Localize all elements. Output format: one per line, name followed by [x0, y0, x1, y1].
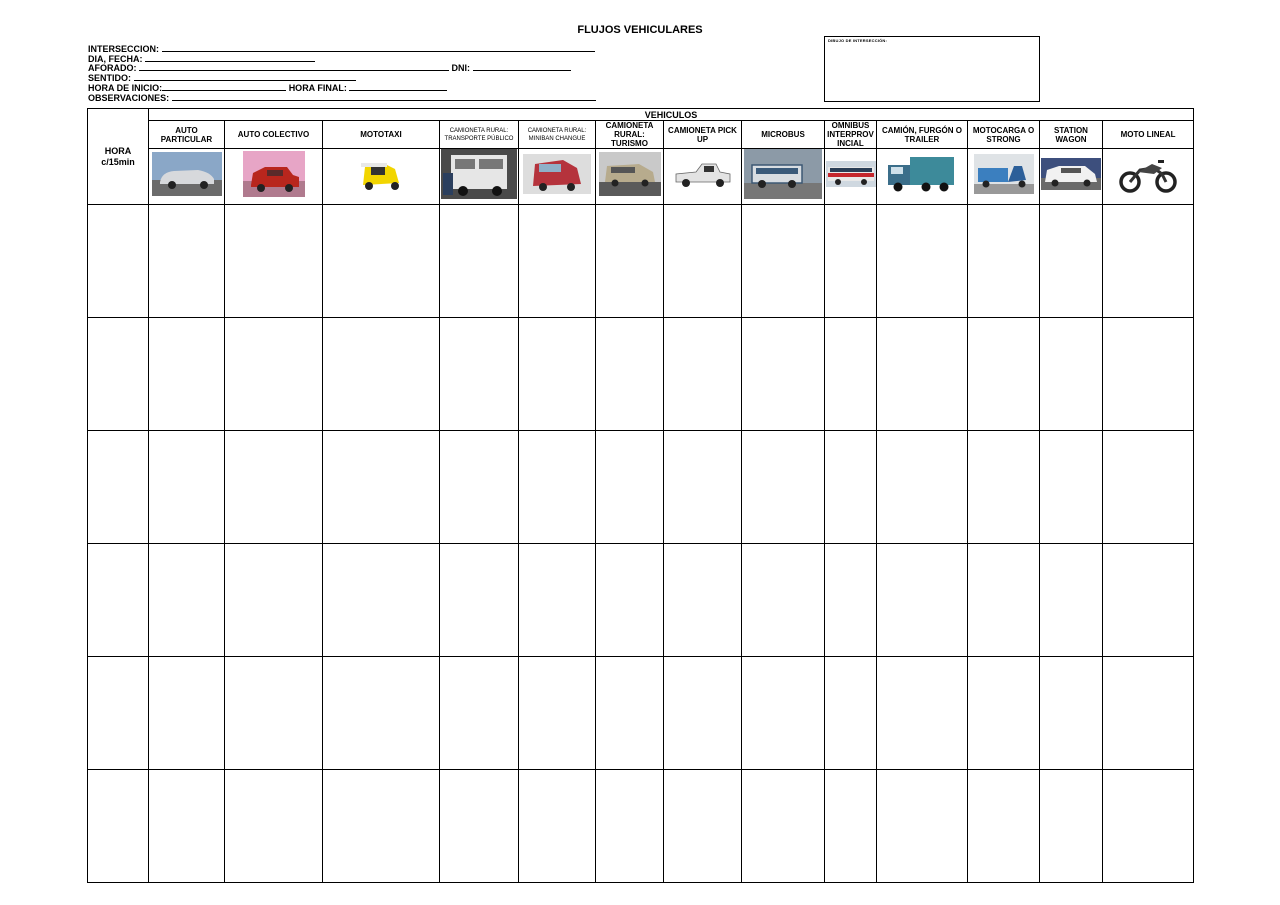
count-cell[interactable] — [519, 205, 596, 318]
hora-cell[interactable] — [88, 318, 149, 431]
intersection-sketch-box[interactable] — [824, 36, 1040, 102]
aforado-input-line[interactable] — [139, 62, 449, 71]
count-cell[interactable] — [596, 770, 664, 883]
count-cell[interactable] — [225, 544, 323, 657]
van-icon — [441, 149, 517, 199]
count-cell[interactable] — [1040, 205, 1103, 318]
count-cell[interactable] — [825, 770, 877, 883]
img-cell — [968, 149, 1040, 205]
count-cell[interactable] — [225, 657, 323, 770]
count-cell[interactable] — [742, 657, 825, 770]
count-cell[interactable] — [877, 431, 968, 544]
count-cell[interactable] — [968, 657, 1040, 770]
col-auto-particular: AUTO PARTICULAR — [149, 121, 225, 149]
count-cell[interactable] — [968, 431, 1040, 544]
count-cell[interactable] — [1040, 431, 1103, 544]
count-cell[interactable] — [742, 318, 825, 431]
field-label: SENTIDO: — [88, 73, 132, 83]
img-cell — [1103, 149, 1194, 205]
bus-icon — [826, 161, 876, 187]
car-icon — [152, 152, 222, 196]
count-cell[interactable] — [440, 205, 519, 318]
sketch-label: DIBUJO DE INTERSECCIÓN: — [828, 38, 888, 43]
count-cell[interactable] — [323, 544, 440, 657]
count-cell[interactable] — [664, 544, 742, 657]
col-mototaxi: MOTOTAXI — [323, 121, 440, 149]
field-label: HORA FINAL: — [288, 83, 347, 93]
col-camion: CAMIÓN, FURGÓN O TRAILER — [877, 121, 968, 149]
col-camioneta-miniban: CAMIONETA RURAL: MINIBAN CHANGUE — [519, 121, 596, 149]
sentido-input-line[interactable] — [134, 72, 356, 81]
hora-cell[interactable] — [88, 657, 149, 770]
count-cell[interactable] — [877, 318, 968, 431]
col-omnibus: OMNIBUS INTERPROV INCIAL — [825, 121, 877, 149]
field-observaciones — [88, 92, 596, 103]
count-cell[interactable] — [664, 770, 742, 883]
count-cell[interactable] — [149, 544, 225, 657]
count-cell[interactable] — [225, 431, 323, 544]
count-cell[interactable] — [323, 318, 440, 431]
page-title: FLUJOS VEHICULARES — [577, 24, 703, 36]
count-cell[interactable] — [825, 431, 877, 544]
count-cell[interactable] — [225, 318, 323, 431]
col-moto-lineal: MOTO LINEAL — [1103, 121, 1194, 149]
count-cell[interactable] — [1040, 544, 1103, 657]
count-cell[interactable] — [825, 205, 877, 318]
count-cell[interactable] — [664, 431, 742, 544]
red-car-icon — [243, 151, 305, 197]
col-camioneta-transporte-publico: CAMIONETA RURAL: TRANSPORTE PÚBLICO — [440, 121, 519, 149]
img-cell — [225, 149, 323, 205]
count-cell[interactable] — [149, 318, 225, 431]
field-label: OBSERVACIONES: — [88, 93, 170, 103]
count-cell[interactable] — [664, 205, 742, 318]
count-cell[interactable] — [596, 431, 664, 544]
img-cell — [440, 149, 519, 205]
count-cell[interactable] — [519, 318, 596, 431]
vehicle-count-table — [87, 108, 1194, 883]
count-cell[interactable] — [149, 205, 225, 318]
minivan-icon — [523, 154, 591, 194]
count-cell[interactable] — [440, 318, 519, 431]
img-cell — [323, 149, 440, 205]
count-cell[interactable] — [225, 205, 323, 318]
field-label: DIA, FECHA: — [88, 54, 143, 64]
dia-fecha-input-line[interactable] — [145, 53, 315, 62]
count-cell[interactable] — [440, 770, 519, 883]
img-cell — [742, 149, 825, 205]
count-cell[interactable] — [1103, 657, 1194, 770]
count-cell[interactable] — [1103, 318, 1194, 431]
count-cell[interactable] — [664, 657, 742, 770]
count-cell[interactable] — [323, 657, 440, 770]
count-cell[interactable] — [440, 657, 519, 770]
count-cell[interactable] — [596, 205, 664, 318]
field-label: HORA DE INICIO: — [88, 83, 163, 93]
img-cell — [149, 149, 225, 205]
count-cell[interactable] — [968, 770, 1040, 883]
interseccion-input-line[interactable] — [162, 43, 595, 52]
count-cell[interactable] — [225, 770, 323, 883]
hora-cell[interactable] — [88, 205, 149, 318]
count-cell[interactable] — [1040, 657, 1103, 770]
field-label: AFORADO: — [88, 63, 137, 73]
count-cell[interactable] — [825, 318, 877, 431]
count-cell[interactable] — [968, 544, 1040, 657]
count-cell[interactable] — [877, 770, 968, 883]
count-cell[interactable] — [596, 318, 664, 431]
dni-input-line[interactable] — [473, 62, 571, 71]
col-microbus: MICROBUS — [742, 121, 825, 149]
hora-cell[interactable] — [88, 770, 149, 883]
hora-header — [88, 109, 149, 205]
count-cell[interactable] — [519, 770, 596, 883]
microbus-icon — [744, 149, 822, 199]
hora-interval-label: c/15min — [101, 156, 135, 167]
field-label: INTERSECCION: — [88, 44, 160, 54]
img-cell — [519, 149, 596, 205]
table-row — [88, 318, 1194, 431]
count-cell[interactable] — [742, 544, 825, 657]
col-pickup: CAMIONETA PICK UP — [664, 121, 742, 149]
count-cell[interactable] — [1040, 770, 1103, 883]
observaciones-input-line[interactable] — [172, 92, 596, 101]
count-cell[interactable] — [323, 770, 440, 883]
hora-inicio-input-line[interactable] — [162, 82, 286, 91]
count-cell[interactable] — [742, 770, 825, 883]
count-cell[interactable] — [440, 431, 519, 544]
col-motocarga: MOTOCARGA O STRONG — [968, 121, 1040, 149]
truck-icon — [886, 151, 958, 197]
count-cell[interactable] — [825, 657, 877, 770]
count-cell[interactable] — [596, 657, 664, 770]
count-cell[interactable] — [519, 657, 596, 770]
field-label: DNI: — [451, 63, 471, 73]
count-cell[interactable] — [149, 657, 225, 770]
hora-cell[interactable] — [88, 544, 149, 657]
station-wagon-icon — [1041, 158, 1101, 190]
img-cell — [596, 149, 664, 205]
table-row — [88, 431, 1194, 544]
count-cell[interactable] — [742, 431, 825, 544]
col-auto-colectivo: AUTO COLECTIVO — [225, 121, 323, 149]
hora-cell[interactable] — [88, 431, 149, 544]
count-cell[interactable] — [1103, 205, 1194, 318]
count-cell[interactable] — [968, 318, 1040, 431]
motorcycle-icon — [1118, 154, 1178, 194]
table-row — [88, 770, 1194, 883]
pickup-icon — [672, 154, 734, 194]
count-cell[interactable] — [877, 544, 968, 657]
count-cell[interactable] — [323, 205, 440, 318]
col-station-wagon: STATION WAGON — [1040, 121, 1103, 149]
img-cell — [877, 149, 968, 205]
count-cell[interactable] — [596, 544, 664, 657]
count-cell[interactable] — [1103, 431, 1194, 544]
count-cell[interactable] — [877, 657, 968, 770]
table-row — [88, 657, 1194, 770]
count-cell[interactable] — [149, 770, 225, 883]
tourism-van-icon — [599, 152, 661, 196]
img-cell — [1040, 149, 1103, 205]
count-cell[interactable] — [440, 544, 519, 657]
count-cell[interactable] — [877, 205, 968, 318]
count-cell[interactable] — [968, 205, 1040, 318]
count-cell[interactable] — [149, 431, 225, 544]
table-row — [88, 205, 1194, 318]
motocarga-icon — [974, 154, 1034, 194]
count-cell[interactable] — [1103, 544, 1194, 657]
count-cell[interactable] — [742, 205, 825, 318]
vehiculos-header: VEHICULOS — [149, 109, 1194, 121]
count-cell[interactable] — [1040, 318, 1103, 431]
hora-final-input-line[interactable] — [349, 82, 447, 91]
img-cell — [825, 149, 877, 205]
count-cell[interactable] — [664, 318, 742, 431]
count-cell[interactable] — [1103, 770, 1194, 883]
count-cell[interactable] — [825, 544, 877, 657]
img-cell — [664, 149, 742, 205]
hora-label: HORA — [104, 145, 132, 156]
count-cell[interactable] — [519, 431, 596, 544]
table-row — [88, 544, 1194, 657]
count-cell[interactable] — [323, 431, 440, 544]
count-cell[interactable] — [519, 544, 596, 657]
col-camioneta-turismo: CAMIONETA RURAL: TURISMO — [596, 121, 664, 149]
mototaxi-icon — [357, 155, 405, 193]
